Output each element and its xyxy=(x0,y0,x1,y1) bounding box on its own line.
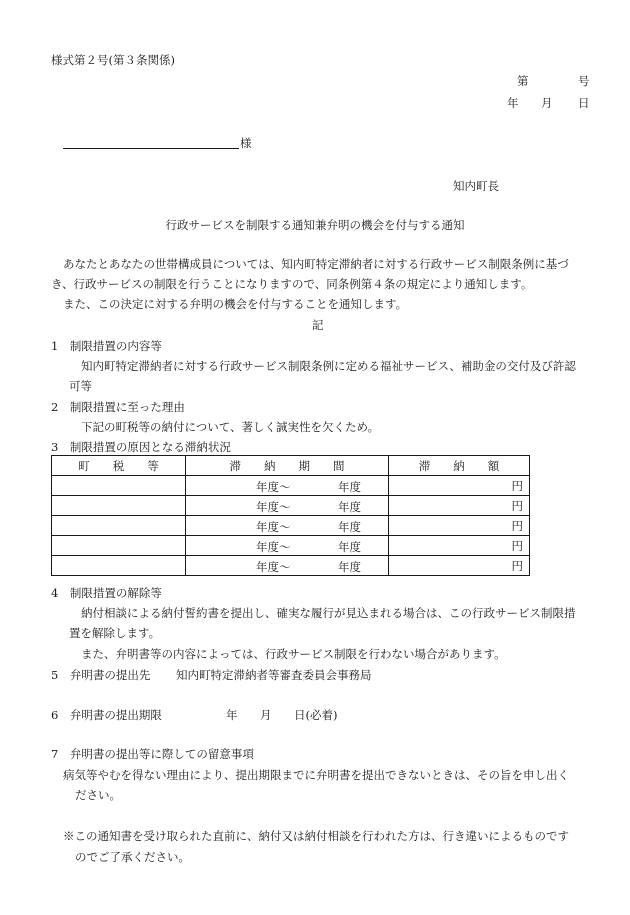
table-row xyxy=(52,516,530,536)
form-label: 様式第２号(第３条関係) xyxy=(51,53,175,67)
section3-heading: 3 制限措置の原因となる滞納状況 xyxy=(51,440,231,454)
period-cell xyxy=(186,556,389,576)
body-para1-line1: あなたとあなたの世帯構成員については、知内町特定滞納者に対する行政サービス制限条例に基づ xyxy=(63,257,569,271)
section7-line1: 病気等やむを得ない理由により、提出期限までに弁明書を提出できないときは、その旨を申し出く xyxy=(63,768,569,782)
section1-heading: 1 制限措置の内容等 xyxy=(51,339,162,353)
section2-line1: 下記の町税等の納付について、著しく誠実性を欠くため。 xyxy=(81,420,380,434)
date-year: 年 xyxy=(507,96,519,110)
document-title: 行政サービスを制限する通知兼弁明の機会を付与する通知 xyxy=(165,218,465,232)
period-to: 年度 xyxy=(338,480,361,494)
addressee-suffix: 様 xyxy=(240,136,252,150)
section7-line2: ださい。 xyxy=(75,788,121,802)
note-line1: ※この通知書を受け取られた直前に、納付又は納付相談を行われた方は、行き違いによるものです xyxy=(63,829,569,843)
period-to: 年度 xyxy=(338,540,361,554)
period-from: 年度～ xyxy=(256,540,291,554)
amount-cell: 円 xyxy=(389,496,530,516)
table-row xyxy=(52,536,530,556)
ki-heading: 記 xyxy=(312,318,324,332)
header-period: 滞 納 期 間 xyxy=(186,456,389,476)
date-day: 日 xyxy=(578,96,590,110)
section1-line1: 知内町特定滞納者に対する行政サービス制限条例に定める福祉サービス、補助金の交付及び許認 xyxy=(81,359,576,373)
period-to: 年度 xyxy=(338,560,361,574)
deadline-month: 月 xyxy=(260,708,272,722)
sender: 知内町長 xyxy=(453,179,499,193)
addressee-line xyxy=(63,136,239,149)
amount-cell: 円 xyxy=(389,516,530,536)
period-from: 年度～ xyxy=(256,560,291,574)
period-cell xyxy=(186,476,389,496)
tax-type-cell xyxy=(52,536,186,556)
section2-heading: 2 制限措置に至った理由 xyxy=(51,400,185,414)
amount-cell: 円 xyxy=(389,476,530,496)
date-month: 月 xyxy=(541,96,553,110)
section5-heading: 5 弁明書の提出先 xyxy=(51,668,151,682)
section4-line1: 納付相談による納付誓約書を提出し、確実な履行が見込まれる場合は、この行政サービス制限措 xyxy=(81,606,576,620)
period-cell xyxy=(186,496,389,516)
period-from: 年度～ xyxy=(256,480,291,494)
section1-line2: 可等 xyxy=(69,379,92,393)
doc-number-prefix: 第 xyxy=(517,74,529,88)
arrears-table xyxy=(51,455,530,576)
period-from: 年度～ xyxy=(256,520,291,534)
amount-cell: 円 xyxy=(389,536,530,556)
amount-cell: 円 xyxy=(389,556,530,576)
section5-value: 知内町特定滞納者等審査委員会事務局 xyxy=(176,668,372,682)
header-amount: 滞 納 額 xyxy=(389,456,530,476)
tax-type-cell xyxy=(52,516,186,536)
header-tax-type: 町 税 等 xyxy=(52,456,186,476)
period-from: 年度～ xyxy=(256,500,291,514)
section7-heading: 7 弁明書の提出等に際しての留意事項 xyxy=(51,747,254,761)
doc-number-suffix: 号 xyxy=(578,74,590,88)
tax-type-cell xyxy=(52,476,186,496)
period-cell xyxy=(186,516,389,536)
table-row xyxy=(52,556,530,576)
period-to: 年度 xyxy=(338,500,361,514)
body-para1-line2: き、行政サービスの制限を行うことになりますので、同条例第４条の規定により通知します。 xyxy=(51,277,533,291)
section4-line2: 置を解除します。 xyxy=(69,626,161,640)
tax-type-cell xyxy=(52,496,186,516)
section4-line3: また、弁明書等の内容によっては、行政サービス制限を行わない場合があります。 xyxy=(81,647,506,661)
body-para2: また、この決定に対する弁明の機会を付与することを通知します。 xyxy=(63,297,408,311)
period-to: 年度 xyxy=(338,520,361,534)
note-line2: のでご了承ください。 xyxy=(75,850,190,864)
period-cell xyxy=(186,536,389,556)
section4-heading: 4 制限措置の解除等 xyxy=(51,586,162,600)
section6-heading: 6 弁明書の提出期限 xyxy=(51,708,162,722)
table-header-row xyxy=(52,456,530,476)
table-row xyxy=(52,476,530,496)
deadline-year: 年 xyxy=(226,708,238,722)
table-row xyxy=(52,496,530,516)
deadline-day: 日(必着) xyxy=(294,708,338,722)
tax-type-cell xyxy=(52,556,186,576)
